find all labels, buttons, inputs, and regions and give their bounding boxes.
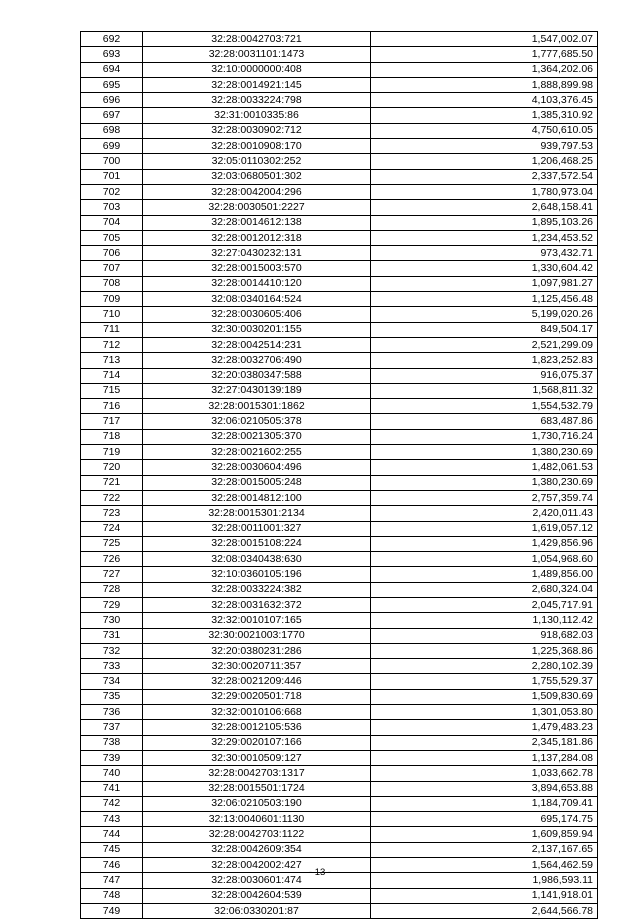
cadastral-number-cell: 32:03:0680501:302 (143, 169, 371, 184)
table-row (81, 475, 598, 490)
value-cell: 1,823,252.83 (371, 353, 598, 368)
value-cell: 1,385,310.92 (371, 108, 598, 123)
value-cell: 1,097,981.27 (371, 276, 598, 291)
value-cell: 918,682.03 (371, 628, 598, 643)
value-cell: 1,755,529.37 (371, 674, 598, 689)
cadastral-number-cell: 32:10:0360105:196 (143, 567, 371, 582)
cadastral-number-cell: 32:28:0021602:255 (143, 445, 371, 460)
cadastral-number-cell: 32:29:0020107:166 (143, 735, 371, 750)
row-number-cell: 703 (81, 200, 143, 215)
row-number-cell: 702 (81, 184, 143, 199)
cadastral-number-cell: 32:28:0042703:1317 (143, 766, 371, 781)
table-row (81, 292, 598, 307)
row-number-cell: 692 (81, 32, 143, 47)
table-row (81, 139, 598, 154)
table-row (81, 842, 598, 857)
table-row (81, 643, 598, 658)
table-row (81, 108, 598, 123)
value-cell: 1,568,811.32 (371, 383, 598, 398)
row-number-cell: 721 (81, 475, 143, 490)
table-row (81, 399, 598, 414)
cadastral-number-cell: 32:28:0030605:406 (143, 307, 371, 322)
cadastral-number-cell: 32:20:0380231:286 (143, 643, 371, 658)
value-cell: 1,888,899.98 (371, 77, 598, 92)
value-cell: 1,429,856.96 (371, 536, 598, 551)
table-row (81, 888, 598, 903)
table-row (81, 337, 598, 352)
value-cell: 1,895,103.26 (371, 215, 598, 230)
row-number-cell: 697 (81, 108, 143, 123)
value-cell: 2,137,167.65 (371, 842, 598, 857)
cadastral-number-cell: 32:28:0030902:712 (143, 123, 371, 138)
row-number-cell: 699 (81, 139, 143, 154)
cadastral-number-cell: 32:30:0021003:1770 (143, 628, 371, 643)
table-body (81, 32, 598, 919)
value-cell: 2,420,011.43 (371, 506, 598, 521)
row-number-cell: 720 (81, 460, 143, 475)
table-row (81, 307, 598, 322)
row-number-cell: 709 (81, 292, 143, 307)
table-row (81, 261, 598, 276)
cadastral-number-cell: 32:28:0042703:1122 (143, 827, 371, 842)
row-number-cell: 704 (81, 215, 143, 230)
cadastral-number-cell: 32:28:0015003:570 (143, 261, 371, 276)
cadastral-number-cell: 32:05:0110302:252 (143, 154, 371, 169)
value-cell: 1,184,709.41 (371, 796, 598, 811)
value-cell: 1,509,830.69 (371, 689, 598, 704)
cadastral-number-cell: 32:06:0210503:190 (143, 796, 371, 811)
value-cell: 1,479,483.23 (371, 720, 598, 735)
value-cell: 1,364,202.06 (371, 62, 598, 77)
value-cell: 1,564,462.59 (371, 858, 598, 873)
row-number-cell: 741 (81, 781, 143, 796)
value-cell: 849,504.17 (371, 322, 598, 337)
cadastral-number-cell: 32:28:0032706:490 (143, 353, 371, 368)
cadastral-number-cell: 32:20:0380347:588 (143, 368, 371, 383)
table-row (81, 322, 598, 337)
cadastral-number-cell: 32:06:0210505:378 (143, 414, 371, 429)
table-row (81, 32, 598, 47)
table-row (81, 353, 598, 368)
cadastral-value-table (80, 31, 598, 919)
value-cell: 4,750,610.05 (371, 123, 598, 138)
table-row (81, 796, 598, 811)
cadastral-number-cell: 32:28:0014921:145 (143, 77, 371, 92)
table-row (81, 490, 598, 505)
row-number-cell: 748 (81, 888, 143, 903)
cadastral-number-cell: 32:30:0010509:127 (143, 750, 371, 765)
cadastral-number-cell: 32:28:0015301:2134 (143, 506, 371, 521)
table-row (81, 597, 598, 612)
table-row (81, 536, 598, 551)
cadastral-number-cell: 32:29:0020501:718 (143, 689, 371, 704)
value-cell: 1,141,918.01 (371, 888, 598, 903)
cadastral-number-cell: 32:28:0012012:318 (143, 230, 371, 245)
cadastral-number-cell: 32:27:0430139:189 (143, 383, 371, 398)
row-number-cell: 747 (81, 873, 143, 888)
row-number-cell: 714 (81, 368, 143, 383)
table-row (81, 521, 598, 536)
row-number-cell: 742 (81, 796, 143, 811)
table-row (81, 689, 598, 704)
row-number-cell: 743 (81, 812, 143, 827)
row-number-cell: 701 (81, 169, 143, 184)
row-number-cell: 725 (81, 536, 143, 551)
table-row (81, 383, 598, 398)
cadastral-number-cell: 32:28:0030601:474 (143, 873, 371, 888)
row-number-cell: 711 (81, 322, 143, 337)
value-cell: 2,680,324.04 (371, 582, 598, 597)
cadastral-number-cell: 32:13:0040601:1130 (143, 812, 371, 827)
value-cell: 683,487.86 (371, 414, 598, 429)
row-number-cell: 719 (81, 445, 143, 460)
cadastral-number-cell: 32:28:0011001:327 (143, 521, 371, 536)
row-number-cell: 698 (81, 123, 143, 138)
value-cell: 2,345,181.86 (371, 735, 598, 750)
value-cell: 2,280,102.39 (371, 659, 598, 674)
value-cell: 1,619,057.12 (371, 521, 598, 536)
row-number-cell: 707 (81, 261, 143, 276)
value-cell: 2,757,359.74 (371, 490, 598, 505)
value-cell: 1,554,532.79 (371, 399, 598, 414)
row-number-cell: 744 (81, 827, 143, 842)
table-row (81, 93, 598, 108)
table-row (81, 414, 598, 429)
row-number-cell: 734 (81, 674, 143, 689)
row-number-cell: 694 (81, 62, 143, 77)
row-number-cell: 736 (81, 705, 143, 720)
value-cell: 1,986,593.11 (371, 873, 598, 888)
value-cell: 5,199,020.26 (371, 307, 598, 322)
table-row (81, 215, 598, 230)
value-cell: 2,045,717.91 (371, 597, 598, 612)
table-row (81, 246, 598, 261)
table-row (81, 445, 598, 460)
value-cell: 1,547,002.07 (371, 32, 598, 47)
row-number-cell: 731 (81, 628, 143, 643)
cadastral-number-cell: 32:06:0330201:87 (143, 903, 371, 918)
cadastral-number-cell: 32:32:0010106:668 (143, 705, 371, 720)
value-cell: 1,125,456.48 (371, 292, 598, 307)
table-row (81, 552, 598, 567)
value-cell: 1,130,112.42 (371, 613, 598, 628)
cadastral-number-cell: 32:28:0012105:536 (143, 720, 371, 735)
value-cell: 973,432.71 (371, 246, 598, 261)
row-number-cell: 713 (81, 353, 143, 368)
cadastral-number-cell: 32:28:0031101:1473 (143, 47, 371, 62)
row-number-cell: 749 (81, 903, 143, 918)
cadastral-number-cell: 32:28:0015108:224 (143, 536, 371, 551)
value-cell: 1,234,453.52 (371, 230, 598, 245)
value-cell: 1,033,662.78 (371, 766, 598, 781)
cadastral-number-cell: 32:28:0042004:296 (143, 184, 371, 199)
cadastral-number-cell: 32:28:0042604:539 (143, 888, 371, 903)
table-row (81, 184, 598, 199)
table-row (81, 766, 598, 781)
row-number-cell: 722 (81, 490, 143, 505)
table-row (81, 506, 598, 521)
value-cell: 1,137,284.08 (371, 750, 598, 765)
row-number-cell: 738 (81, 735, 143, 750)
cadastral-number-cell: 32:28:0033224:382 (143, 582, 371, 597)
table-row (81, 200, 598, 215)
cadastral-number-cell: 32:28:0014612:138 (143, 215, 371, 230)
cadastral-number-cell: 32:27:0430232:131 (143, 246, 371, 261)
cadastral-number-cell: 32:30:0030201:155 (143, 322, 371, 337)
row-number-cell: 726 (81, 552, 143, 567)
cadastral-number-cell: 32:31:0010335:86 (143, 108, 371, 123)
table-row (81, 705, 598, 720)
row-number-cell: 706 (81, 246, 143, 261)
row-number-cell: 745 (81, 842, 143, 857)
table-row (81, 276, 598, 291)
value-cell: 2,644,566.78 (371, 903, 598, 918)
cadastral-number-cell: 32:28:0042703:721 (143, 32, 371, 47)
row-number-cell: 728 (81, 582, 143, 597)
cadastral-number-cell: 32:28:0042002:427 (143, 858, 371, 873)
table-row (81, 750, 598, 765)
table-row (81, 903, 598, 918)
row-number-cell: 733 (81, 659, 143, 674)
row-number-cell: 724 (81, 521, 143, 536)
table-row (81, 429, 598, 444)
value-cell: 1,777,685.50 (371, 47, 598, 62)
value-cell: 4,103,376.45 (371, 93, 598, 108)
value-cell: 3,894,653.88 (371, 781, 598, 796)
value-cell: 1,301,053.80 (371, 705, 598, 720)
row-number-cell: 693 (81, 47, 143, 62)
row-number-cell: 717 (81, 414, 143, 429)
table-row (81, 62, 598, 77)
row-number-cell: 696 (81, 93, 143, 108)
cadastral-number-cell: 32:28:0014812:100 (143, 490, 371, 505)
table-row (81, 659, 598, 674)
value-cell: 1,780,973.04 (371, 184, 598, 199)
cadastral-number-cell: 32:28:0030604:496 (143, 460, 371, 475)
row-number-cell: 730 (81, 613, 143, 628)
cadastral-number-cell: 32:28:0014410:120 (143, 276, 371, 291)
row-number-cell: 735 (81, 689, 143, 704)
table-row (81, 812, 598, 827)
value-cell: 1,489,856.00 (371, 567, 598, 582)
table-row (81, 154, 598, 169)
cadastral-number-cell: 32:32:0010107:165 (143, 613, 371, 628)
value-cell: 1,609,859.94 (371, 827, 598, 842)
row-number-cell: 727 (81, 567, 143, 582)
cadastral-number-cell: 32:28:0021305:370 (143, 429, 371, 444)
value-cell: 1,730,716.24 (371, 429, 598, 444)
value-cell: 695,174.75 (371, 812, 598, 827)
row-number-cell: 712 (81, 337, 143, 352)
row-number-cell: 729 (81, 597, 143, 612)
cadastral-number-cell: 32:28:0042514:231 (143, 337, 371, 352)
table-row (81, 628, 598, 643)
cadastral-number-cell: 32:30:0020711:357 (143, 659, 371, 674)
row-number-cell: 700 (81, 154, 143, 169)
cadastral-number-cell: 32:28:0015005:248 (143, 475, 371, 490)
cadastral-number-cell: 32:28:0031632:372 (143, 597, 371, 612)
cadastral-number-cell: 32:28:0010908:170 (143, 139, 371, 154)
value-cell: 1,054,968.60 (371, 552, 598, 567)
table-row (81, 123, 598, 138)
row-number-cell: 718 (81, 429, 143, 444)
cadastral-number-cell: 32:08:0340438:630 (143, 552, 371, 567)
value-cell: 1,380,230.69 (371, 475, 598, 490)
row-number-cell: 708 (81, 276, 143, 291)
row-number-cell: 732 (81, 643, 143, 658)
cadastral-number-cell: 32:08:0340164:524 (143, 292, 371, 307)
cadastral-number-cell: 32:28:0042609:354 (143, 842, 371, 857)
cadastral-number-cell: 32:28:0030501:2227 (143, 200, 371, 215)
value-cell: 939,797.53 (371, 139, 598, 154)
table-row (81, 735, 598, 750)
cadastral-number-cell: 32:28:0015501:1724 (143, 781, 371, 796)
table-row (81, 47, 598, 62)
table-row (81, 460, 598, 475)
row-number-cell: 710 (81, 307, 143, 322)
value-cell: 1,380,230.69 (371, 445, 598, 460)
cadastral-number-cell: 32:10:0000000:408 (143, 62, 371, 77)
table-row (81, 368, 598, 383)
row-number-cell: 737 (81, 720, 143, 735)
value-cell: 1,206,468.25 (371, 154, 598, 169)
table-row (81, 613, 598, 628)
value-cell: 916,075.37 (371, 368, 598, 383)
table-row (81, 674, 598, 689)
table-row (81, 720, 598, 735)
table-row (81, 169, 598, 184)
value-cell: 1,330,604.42 (371, 261, 598, 276)
value-cell: 2,648,158.41 (371, 200, 598, 215)
page-number: - 13 - (308, 867, 332, 878)
cadastral-number-cell: 32:28:0021209:446 (143, 674, 371, 689)
table-row (81, 567, 598, 582)
row-number-cell: 723 (81, 506, 143, 521)
row-number-cell: 740 (81, 766, 143, 781)
table-row (81, 230, 598, 245)
table-row (81, 827, 598, 842)
cadastral-number-cell: 32:28:0033224:798 (143, 93, 371, 108)
table-row (81, 781, 598, 796)
value-cell: 1,225,368.86 (371, 643, 598, 658)
row-number-cell: 739 (81, 750, 143, 765)
value-cell: 2,521,299.09 (371, 337, 598, 352)
row-number-cell: 705 (81, 230, 143, 245)
value-cell: 2,337,572.54 (371, 169, 598, 184)
row-number-cell: 716 (81, 399, 143, 414)
table-row (81, 77, 598, 92)
row-number-cell: 715 (81, 383, 143, 398)
row-number-cell: 746 (81, 858, 143, 873)
cadastral-number-cell: 32:28:0015301:1862 (143, 399, 371, 414)
table-row (81, 582, 598, 597)
row-number-cell: 695 (81, 77, 143, 92)
value-cell: 1,482,061.53 (371, 460, 598, 475)
